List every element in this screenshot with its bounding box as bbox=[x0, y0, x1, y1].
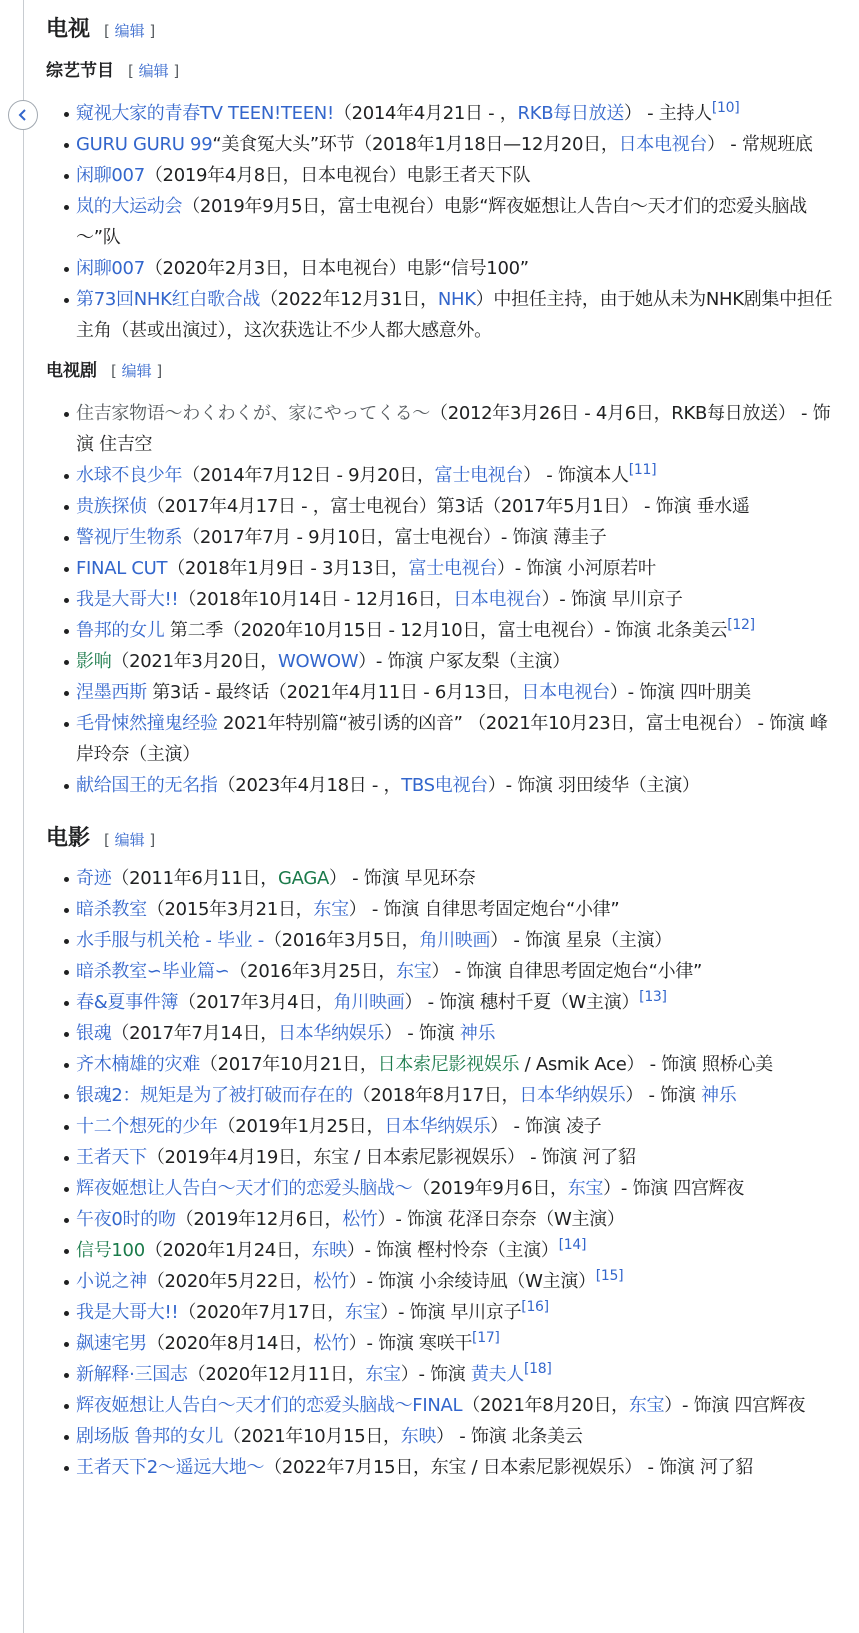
network-link[interactable]: 日本电视台 bbox=[521, 682, 610, 703]
edit-section-link: [ 编辑 ] bbox=[128, 62, 180, 80]
network-link[interactable]: TBS电视台 bbox=[401, 775, 488, 796]
network-link[interactable]: 富士电视台 bbox=[434, 465, 524, 486]
list-item: 涅墨西斯 第3话 - 最终话（2021年4月11日 - 6月13日，日本电视台）- 饰演 四叶朋美 bbox=[76, 677, 836, 708]
list-item: 奇迹（2011年6月11日，GAGA） - 饰演 早见环奈 bbox=[76, 863, 836, 894]
list-item: 警视厅生物系（2017年7月 - 9月10日，富士电视台）- 饰演 薄圭子 bbox=[76, 522, 836, 553]
list-item: 水球不良少年（2014年7月12日 - 9月20日，富士电视台） - 饰演本人[11] bbox=[76, 460, 836, 491]
studio-link[interactable]: 日本华纳娱乐 bbox=[384, 1116, 491, 1137]
list-item: 齐木楠雄的灾难（2017年10月21日，日本索尼影视娱乐 / Asmik Ace） - 饰演 照桥心美 bbox=[76, 1049, 836, 1080]
film-link[interactable]: 王者天下2～遥远大地～ bbox=[76, 1457, 265, 1478]
film-link[interactable]: 十二个想死的少年 bbox=[76, 1116, 218, 1137]
reference-link[interactable]: [14] bbox=[558, 1237, 587, 1253]
edit-link[interactable]: 编辑 bbox=[114, 22, 145, 40]
film-link[interactable]: 我是大哥大!! bbox=[76, 1302, 179, 1323]
list-item: 剧场版 鲁邦的女儿（2021年10月15日，东映） - 饰演 北条美云 bbox=[76, 1421, 836, 1452]
film-link[interactable]: 辉夜姬想让人告白～天才们的恋爱头脑战～FINAL bbox=[76, 1395, 463, 1416]
character-link[interactable]: 神乐 bbox=[459, 1023, 496, 1044]
collapse-sidebar-button[interactable] bbox=[8, 100, 38, 130]
edit-section-link: [ 编辑 ] bbox=[104, 831, 156, 849]
film-list bbox=[46, 863, 836, 1483]
list-item: 献给国王的无名指（2023年4月18日 - ，TBS电视台）- 饰演 羽田绫华（主演） bbox=[76, 770, 836, 801]
network-link[interactable]: RKB每日放送 bbox=[517, 103, 625, 124]
list-item: 我是大哥大!!（2018年10月14日 - 12月16日，日本电视台）- 饰演 早川京子 bbox=[76, 584, 836, 615]
film-link[interactable]: 银魂 bbox=[76, 1023, 112, 1044]
film-link[interactable]: 春&夏事件簿 bbox=[76, 992, 179, 1013]
reference-link[interactable]: [18] bbox=[524, 1361, 552, 1377]
subsection-heading-drama: 电视剧 [ 编辑 ] bbox=[46, 361, 163, 381]
studio-link[interactable]: 东宝 bbox=[313, 899, 349, 920]
list-item: 我是大哥大!!（2020年7月17日，东宝）- 饰演 早川京子[16] bbox=[76, 1297, 836, 1328]
program-link[interactable]: 毛骨悚然撞鬼经验 bbox=[76, 713, 218, 734]
reference-link[interactable]: [10] bbox=[711, 100, 740, 116]
film-link[interactable]: 辉夜姬想让人告白～天才们的恋爱头脑战～ bbox=[76, 1178, 413, 1199]
program-link[interactable]: 闲聊007 bbox=[76, 258, 145, 279]
article-content bbox=[46, 14, 836, 1483]
film-link[interactable]: 小说之神 bbox=[76, 1271, 147, 1292]
chevron-left-icon bbox=[17, 108, 29, 122]
program-link[interactable]: FINAL CUT bbox=[76, 558, 168, 579]
program-link[interactable]: 第73回NHK红白歌合战 bbox=[76, 289, 261, 310]
list-item: 银魂（2017年7月14日，日本华纳娱乐） - 饰演 神乐 bbox=[76, 1018, 836, 1049]
list-item: 辉夜姬想让人告白～天才们的恋爱头脑战～FINAL（2021年8月20日，东宝）- 饰演 四宫辉夜 bbox=[76, 1390, 836, 1421]
studio-link[interactable]: 东宝 bbox=[344, 1302, 381, 1323]
film-link[interactable]: 银魂2：规矩是为了被打破而存在的 bbox=[76, 1085, 353, 1106]
list-item: 十二个想死的少年（2019年1月25日，日本华纳娱乐） - 饰演 凌子 bbox=[76, 1111, 836, 1142]
studio-link[interactable]: 东映 bbox=[400, 1426, 437, 1447]
network-link[interactable]: WOWOW bbox=[277, 651, 359, 672]
program-link[interactable]: 岚的大运动会 bbox=[76, 196, 183, 217]
list-item: 毛骨悚然撞鬼经验 2021年特别篇“被引诱的凶音” （2021年10月23日，富士电视台） - 饰演 峰岸玲奈（主演） bbox=[76, 708, 836, 770]
studio-link[interactable]: 东宝 bbox=[628, 1395, 665, 1416]
studio-link[interactable]: 东宝 bbox=[365, 1364, 401, 1385]
program-link[interactable]: 水球不良少年 bbox=[76, 465, 183, 486]
list-item: 暗杀教室∽毕业篇∽（2016年3月25日，东宝） - 饰演 自律思考固定炮台“小律” bbox=[76, 956, 836, 987]
film-link[interactable]: 奇迹 bbox=[76, 868, 112, 889]
film-link[interactable]: 剧场版 鲁邦的女儿 bbox=[76, 1426, 224, 1447]
list-item: 辉夜姬想让人告白～天才们的恋爱头脑战～（2019年9月6日，东宝）- 饰演 四宫辉夜 bbox=[76, 1173, 836, 1204]
studio-link[interactable]: 日本华纳娱乐 bbox=[277, 1023, 385, 1044]
reference-link[interactable]: [15] bbox=[595, 1268, 624, 1284]
list-item: GURU GURU 99“美食冤大头”环节（2018年1月18日—12月20日，日本电视台） - 常规班底 bbox=[76, 129, 836, 160]
list-item: 水手服与机关枪 - 毕业 -（2016年3月5日，角川映画） - 饰演 星泉（主演） bbox=[76, 925, 836, 956]
studio-link[interactable]: 东宝 bbox=[567, 1178, 604, 1199]
program-link[interactable]: 贵族探侦 bbox=[76, 496, 147, 517]
program-link[interactable]: 我是大哥大!! bbox=[76, 589, 179, 610]
network-link[interactable]: 日本电视台 bbox=[453, 589, 542, 610]
list-item: 闲聊007（2019年4月8日，日本电视台）电影王者天下队 bbox=[76, 160, 836, 191]
list-item: 银魂2：规矩是为了被打破而存在的（2018年8月17日，日本华纳娱乐） - 饰演 神乐 bbox=[76, 1080, 836, 1111]
program-link[interactable]: 警视厅生物系 bbox=[76, 527, 183, 548]
edit-link[interactable]: 编辑 bbox=[138, 62, 169, 80]
list-item: 小说之神（2020年5月22日，松竹）- 饰演 小余绫诗凪（W主演）[15] bbox=[76, 1266, 836, 1297]
film-link[interactable]: 午夜0时的吻 bbox=[76, 1209, 176, 1230]
program-link[interactable]: GURU GURU 99 bbox=[76, 134, 213, 155]
film-link[interactable]: 暗杀教室 bbox=[76, 899, 147, 920]
film-link[interactable]: 王者天下 bbox=[76, 1147, 147, 1168]
list-item: 飙速宅男（2020年8月14日，松竹）- 饰演 寒咲干[17] bbox=[76, 1328, 836, 1359]
studio-link[interactable]: 角川映画 bbox=[419, 930, 491, 951]
list-item: 新解释·三国志（2020年12月11日，东宝）- 饰演 黄夫人[18] bbox=[76, 1359, 836, 1390]
program-title: 住吉家物语～わくわくが、家にやってくる～ bbox=[76, 403, 430, 424]
studio-link[interactable]: 东宝 bbox=[396, 961, 432, 982]
studio-link[interactable]: 松竹 bbox=[313, 1271, 349, 1292]
edit-section-link: [ 编辑 ] bbox=[104, 22, 156, 40]
list-item: FINAL CUT（2018年1月9日 - 3月13日，富士电视台）- 饰演 小河原若叶 bbox=[76, 553, 836, 584]
film-link[interactable]: 水手服与机关枪 - 毕业 - bbox=[76, 930, 264, 951]
drama-list bbox=[46, 398, 836, 801]
list-item: 住吉家物语～わくわくが、家にやってくる～（2012年3月26日 - 4月6日，RKB每日放送） - 饰演 住吉空 bbox=[76, 398, 836, 460]
variety-list bbox=[46, 98, 836, 346]
program-link[interactable]: 窥视大家的青春TV TEEN!TEEN! bbox=[76, 103, 334, 124]
film-link[interactable]: 信号100 bbox=[76, 1240, 145, 1261]
list-item: 春&夏事件簿（2017年3月4日，角川映画） - 饰演 穗村千夏（W主演）[13] bbox=[76, 987, 836, 1018]
reference-link[interactable]: [16] bbox=[521, 1299, 549, 1315]
edit-link[interactable]: 编辑 bbox=[121, 362, 152, 380]
studio-link[interactable]: GAGA bbox=[277, 868, 329, 889]
network-link[interactable]: NHK bbox=[437, 289, 476, 310]
reference-link[interactable]: [17] bbox=[472, 1330, 500, 1346]
program-link[interactable]: 献给国王的无名指 bbox=[76, 775, 218, 796]
character-link[interactable]: 黄夫人 bbox=[470, 1364, 524, 1385]
edit-section-link: [ 编辑 ] bbox=[111, 362, 163, 380]
reference-link[interactable]: [13] bbox=[639, 989, 667, 1005]
list-item: 贵族探侦（2017年4月17日 - ，富士电视台）第3话（2017年5月1日） - 饰演 垂水遥 bbox=[76, 491, 836, 522]
film-link[interactable]: 齐木楠雄的灾难 bbox=[76, 1054, 200, 1075]
studio-link[interactable]: 日本华纳娱乐 bbox=[519, 1085, 626, 1106]
subsection-heading-variety: 综艺节目 [ 编辑 ] bbox=[46, 61, 180, 81]
network-link[interactable]: 富士电视台 bbox=[408, 558, 498, 579]
list-item: 岚的大运动会（2019年9月5日，富士电视台）电影“辉夜姬想让人告白～天才们的恋爱头脑战～”队 bbox=[76, 191, 836, 253]
list-item: 王者天下2～遥远大地～（2022年7月15日，东宝 / 日本索尼影视娱乐） - 饰演 河了貂 bbox=[76, 1452, 836, 1483]
list-item: 信号100（2020年1月24日，东映）- 饰演 樫村怜奈（主演）[14] bbox=[76, 1235, 836, 1266]
studio-link[interactable]: 日本索尼影视娱乐 bbox=[377, 1054, 520, 1075]
list-item: 王者天下（2019年4月19日，东宝 / 日本索尼影视娱乐） - 饰演 河了貂 bbox=[76, 1142, 836, 1173]
program-link[interactable]: 涅墨西斯 bbox=[76, 682, 147, 703]
list-item: 闲聊007（2020年2月3日，日本电视台）电影“信号100” bbox=[76, 253, 836, 284]
network-link[interactable]: 日本电视台 bbox=[618, 134, 708, 155]
studio-link[interactable]: 角川映画 bbox=[333, 992, 405, 1013]
list-item: 午夜0时的吻（2019年12月6日，松竹）- 饰演 花泽日奈奈（W主演） bbox=[76, 1204, 836, 1235]
film-link[interactable]: 暗杀教室∽毕业篇∽ bbox=[76, 961, 230, 982]
section-heading-tv: 电视 [ 编辑 ] bbox=[46, 17, 156, 42]
program-link[interactable]: 鲁邦的女儿 bbox=[76, 620, 165, 641]
list-item: 第73回NHK红白歌合战（2022年12月31日，NHK）中担任主持，由于她从未为NHK剧集中担任主角（甚或出演过），这次获选让不少人都大感意外。 bbox=[76, 284, 836, 346]
film-link[interactable]: 飙速宅男 bbox=[76, 1333, 147, 1354]
program-link[interactable]: 闲聊007 bbox=[76, 165, 145, 186]
film-link[interactable]: 新解释·三国志 bbox=[76, 1364, 188, 1385]
character-link[interactable]: 神乐 bbox=[701, 1085, 737, 1106]
list-item: 鲁邦的女儿 第二季（2020年10月15日 - 12月10日，富士电视台）- 饰演 北条美云[12] bbox=[76, 615, 836, 646]
list-item: 影响（2021年3月20日，WOWOW）- 饰演 户冢友梨（主演） bbox=[76, 646, 836, 677]
sidebar-divider bbox=[23, 0, 24, 1633]
list-item: 窥视大家的青春TV TEEN!TEEN!（2014年4月21日 - ，RKB每日放送） - 主持人[10] bbox=[76, 98, 836, 129]
program-link[interactable]: 影响 bbox=[76, 651, 112, 672]
studio-link[interactable]: 松竹 bbox=[313, 1333, 349, 1354]
studio-link[interactable]: 松竹 bbox=[342, 1209, 378, 1230]
section-heading-film: 电影 [ 编辑 ] bbox=[46, 826, 156, 851]
reference-link[interactable]: [11] bbox=[628, 462, 657, 478]
studio-link[interactable]: 东映 bbox=[311, 1240, 347, 1261]
reference-link[interactable]: [12] bbox=[727, 617, 755, 633]
edit-link[interactable]: 编辑 bbox=[114, 831, 145, 849]
list-item: 暗杀教室（2015年3月21日，东宝） - 饰演 自律思考固定炮台“小律” bbox=[76, 894, 836, 925]
